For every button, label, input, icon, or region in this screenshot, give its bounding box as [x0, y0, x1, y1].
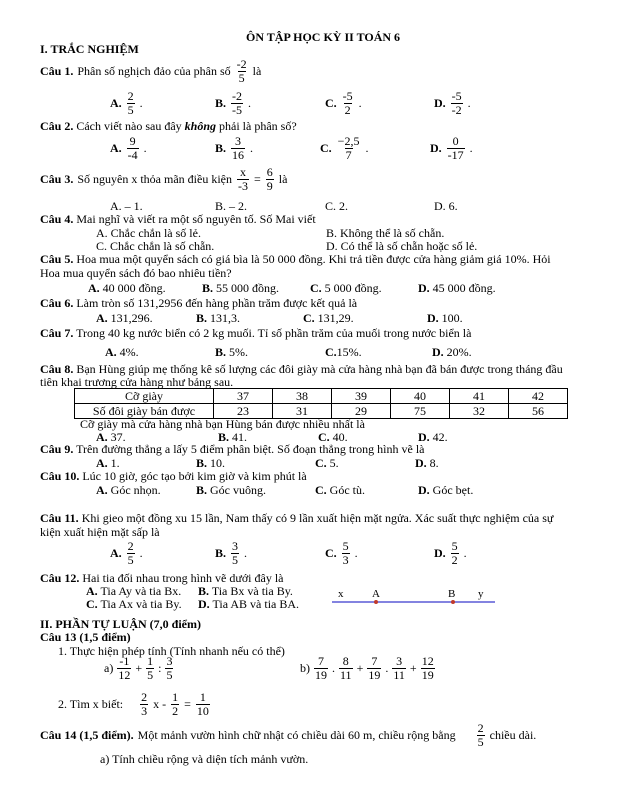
q9-option-b: B. 10.	[196, 456, 226, 470]
q9-option-a: A. 1.	[96, 456, 120, 470]
q10-option-a: A. Góc nhọn.	[96, 483, 161, 497]
fraction: $\frac{-2}{5}$	[236, 57, 247, 85]
section-heading-multiple-choice: I. TRẮC NGHIỆM	[40, 42, 139, 56]
q5-option-d: D. 45 000 đồng.	[418, 281, 496, 295]
q12-option-c: C. Tia Ax và tia By.	[86, 597, 182, 611]
q1-option-c: C. $\frac{-5}{2}$ .	[325, 89, 362, 117]
question-2: Câu 2. Cách viết nào sau đây không phải là phân số?	[40, 119, 297, 133]
section-heading-essay: II. PHẦN TỰ LUẬN (7,0 điểm)	[40, 617, 201, 631]
q1-option-b: B. $\frac{-2}{-5}$ .	[215, 89, 252, 117]
q4-option-a: A. Chắc chắn là số lẻ.	[96, 226, 201, 240]
question-4: Câu 4. Mai nghĩ và viết ra một số nguyên tố. Số Mai viết	[40, 212, 316, 226]
q7-option-a: A. 4%.	[105, 345, 139, 359]
q9-option-c: C. 5.	[315, 456, 339, 470]
question-12: Câu 12. Hai tia đối nhau trong hình vẽ dưới đây là	[40, 571, 284, 585]
q11-option-c: C. $\frac{5}{3}$ .	[325, 539, 358, 567]
q2-option-b: B. $\frac{3}{16}$ .	[215, 134, 254, 162]
question-1: Câu 1. Phân số nghịch đảo của phân số $\frac{-2}{5}$ là	[40, 57, 262, 85]
table-cell: 31	[273, 404, 332, 419]
question-8: Câu 8. Bạn Hùng giúp mẹ thống kê số lượng các đôi giày mà cửa hàng nhà bạn đã bán được trong tháng đầu	[40, 362, 563, 376]
table-cell: 41	[450, 389, 509, 404]
q6-option-a: A. 131,296.	[96, 311, 153, 325]
q10-option-d: D. Góc bẹt.	[418, 483, 474, 497]
question-6: Câu 6. Làm tròn số 131,2956 đến hàng phần trăm được kết quả là	[40, 296, 358, 310]
expr-13b: b) $\frac{7}{19}$ . $\frac{8}{11}$ + $\frac{7}{19}$ . $\frac{3}{11}$ + $\frac{12}{19}$	[300, 654, 434, 682]
question-14-a: a) Tính chiều rộng và diện tích mảnh vườn.	[100, 752, 309, 766]
q2-option-a: A. $\frac{9}{-4}$ .	[110, 134, 147, 162]
q10-option-b: B. Góc vuông.	[196, 483, 267, 497]
table-cell: 39	[332, 389, 391, 404]
q2-option-c: C. $\frac{-2,5}{7}$ .	[320, 134, 369, 162]
label-x: x	[338, 588, 344, 600]
table-cell: 42	[509, 389, 568, 404]
q7-option-b: B. 5%.	[215, 345, 249, 359]
q11-option-d: D. $\frac{5}{2}$ .	[434, 539, 467, 567]
table-cell: 40	[391, 389, 450, 404]
table-row	[75, 389, 568, 404]
question-5-line2: Hoa mua quyển sách đó bao nhiêu tiền?	[40, 266, 232, 280]
question-3: Câu 3. Số nguyên x thỏa mãn điều kiện $\frac{x}{-3}$ = $\frac{6}{9}$ là	[40, 165, 288, 193]
table-cell: 75	[391, 404, 450, 419]
question-10: Câu 10. Lúc 10 giờ, góc tạo bởi kim giờ và kim phút là	[40, 469, 307, 483]
question-13-item1: 1. Thực hiện phép tính (Tính nhanh nếu có thể)	[58, 644, 285, 658]
q7-option-d: D. 20%.	[432, 345, 472, 359]
q3-option-c: C. 2.	[325, 199, 349, 213]
q5-option-b: B. 55 000 đồng.	[202, 281, 280, 295]
shoe-size-table	[74, 388, 568, 419]
q8-option-d: D. 42.	[418, 430, 448, 444]
point-b	[451, 600, 455, 604]
q10-option-c: C. Góc tù.	[315, 483, 365, 497]
question-11: Câu 11. Khi gieo một đồng xu 15 lần, Nam thấy có 9 lần xuất hiện mặt ngửa. Xác suất thực nghiệm của sự	[40, 511, 554, 525]
label-y: y	[478, 588, 484, 600]
question-11-line2: kiện xuất hiện mặt sấp là	[40, 525, 160, 539]
q8-option-c: C. 40.	[318, 430, 348, 444]
q8-option-a: A. 37.	[96, 430, 126, 444]
question-14: Câu 14 (1,5 điểm). Một mảnh vườn hình chữ nhật có chiều dài 60 m, chiều rộng bằng $\frac{2}{5}$ chiều dài.	[40, 721, 537, 749]
q11-option-a: A. $\frac{2}{5}$ .	[110, 539, 143, 567]
q9-option-d: D. 8.	[415, 456, 439, 470]
q4-option-c: C. Chắc chắn là số chẵn.	[96, 239, 215, 253]
rays-figure	[330, 585, 500, 611]
q7-option-c: C.15%.	[325, 345, 362, 359]
q1-option-d: D. $\frac{-5}{-2}$ .	[434, 89, 471, 117]
q12-option-a: A. Tia Ay và tia Bx.	[86, 584, 182, 598]
table-cell: Cỡ giày	[75, 389, 214, 404]
expr-13-2: 2. Tìm x biết: $\frac{2}{3}$ x - $\frac{1}{2}$ = $\frac{1}{10}$	[58, 690, 209, 718]
q12-option-b: B. Tia Bx và tia By.	[198, 584, 293, 598]
table-cell: 38	[273, 389, 332, 404]
q3-option-b: B. – 2.	[215, 199, 248, 213]
table-cell: 37	[214, 389, 273, 404]
expr-13a: a) $\frac{-1}{12}$ + $\frac{1}{5}$ : $\frac{3}{5}$	[104, 654, 173, 682]
question-9: Câu 9. Trên đường thẳng a lấy 5 điểm phân biệt. Số đoạn thẳng trong hình vẽ là	[40, 442, 425, 456]
question-8-prompt: Cỡ giày mà cửa hàng nhà bạn Hùng bán được nhiều nhất là	[80, 417, 365, 431]
table-cell: 32	[450, 404, 509, 419]
q8-option-b: B. 41.	[218, 430, 248, 444]
q6-option-c: C. 131,29.	[303, 311, 354, 325]
q1-option-a: A. $\frac{2}{5}$ .	[110, 89, 143, 117]
label-a: A	[372, 588, 380, 600]
point-a	[374, 600, 378, 604]
q5-option-c: C. 5 000 đồng.	[310, 281, 382, 295]
q3-option-a: A. – 1.	[110, 199, 143, 213]
question-5: Câu 5. Hoa mua một quyển sách có giá bìa là 50 000 đồng. Khi trả tiền được cửa hàng giảm giá 10%. Hỏi	[40, 252, 551, 266]
q4-option-b: B. Không thể là số chẵn.	[326, 226, 445, 240]
q12-option-d: D. Tia AB và tia BA.	[198, 597, 300, 611]
q5-option-a: A. 40 000 đồng.	[88, 281, 166, 295]
table-cell: 23	[214, 404, 273, 419]
question-7: Câu 7. Trong 40 kg nước biển có 2 kg muối. Tỉ số phần trăm của muối trong nước biển là	[40, 326, 472, 340]
table-cell: Số đôi giày bán được	[75, 404, 214, 419]
q4-option-d: D. Có thể là số chẵn hoặc số lẻ.	[326, 239, 478, 253]
label-b: B	[448, 588, 456, 600]
q3-option-d: D. 6.	[434, 199, 458, 213]
table-cell: 56	[509, 404, 568, 419]
q2-option-d: D. $\frac{0}{-17}$ .	[430, 134, 473, 162]
page-title: ÔN TẬP HỌC KỲ II TOÁN 6	[246, 30, 401, 44]
question-13: Câu 13 (1,5 điểm)	[40, 630, 131, 644]
question-8-line2: tiên khai trương cửa hàng như bảng sau.	[40, 375, 234, 389]
q6-option-b: B. 131,3.	[196, 311, 241, 325]
q6-option-d: D. 100.	[427, 311, 463, 325]
table-cell: 29	[332, 404, 391, 419]
q11-option-b: B. $\frac{3}{5}$ .	[215, 539, 248, 567]
